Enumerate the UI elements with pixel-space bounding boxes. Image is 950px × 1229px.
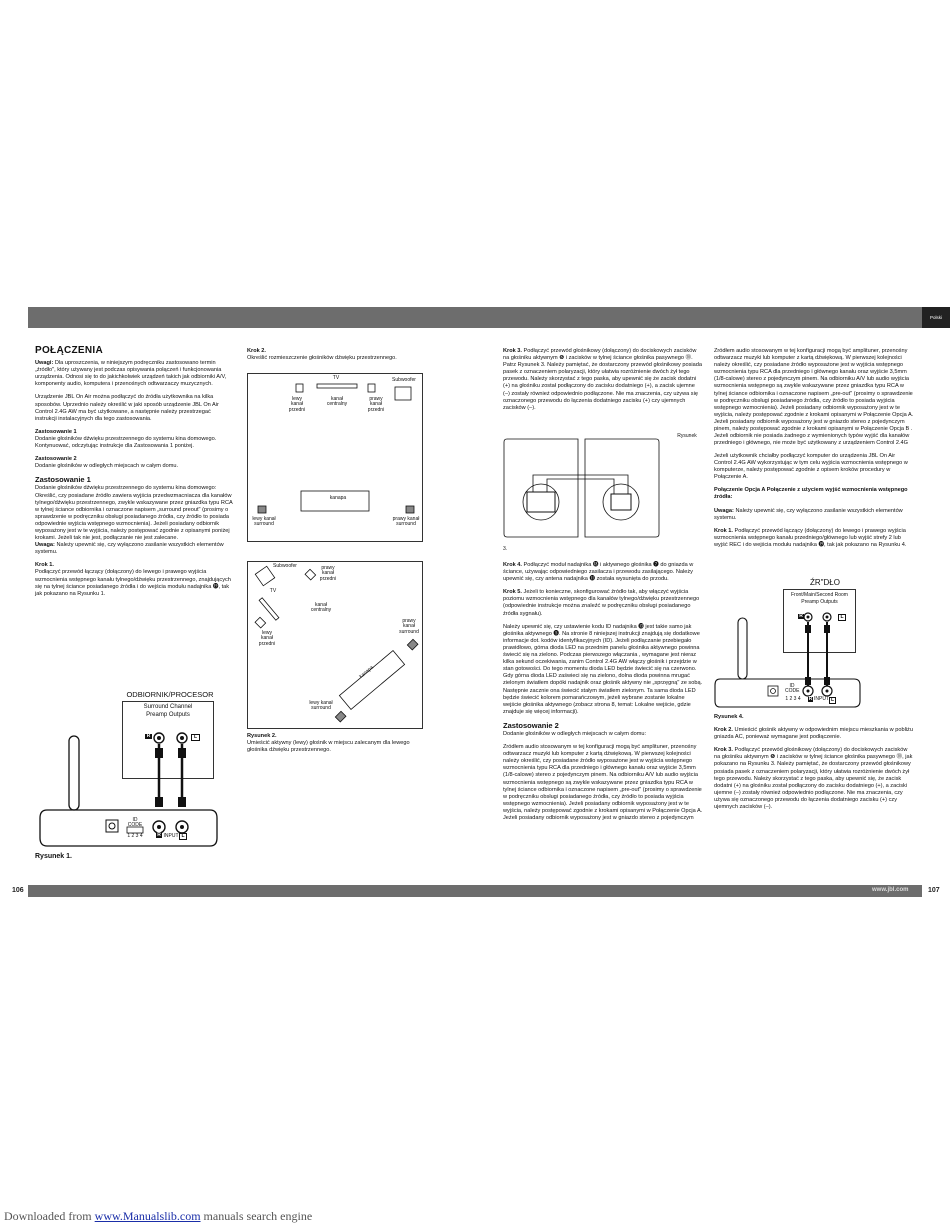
room2-front-left: lewy kanał przedni bbox=[258, 630, 276, 647]
room1-front-right: prawy kanał przedni bbox=[367, 396, 385, 413]
room1-surround-right: prawy kanał surround bbox=[392, 516, 420, 528]
header-band bbox=[28, 307, 922, 328]
language-tab: Polski bbox=[922, 307, 950, 328]
room1-tv: TV bbox=[332, 375, 340, 381]
z2-text: Dodanie głośników w odległych miejscach w całym domu. bbox=[35, 463, 179, 470]
app2-sub: Dodanie głośników w odległych miejscach w całym domu: bbox=[503, 730, 647, 737]
fig1-caption: Rysunek 1. bbox=[35, 853, 72, 860]
page-number-left: 106 bbox=[12, 887, 24, 894]
z1-title: Zastosowanie 1 bbox=[35, 428, 77, 435]
a-step2-title: Krok 2. bbox=[714, 727, 733, 734]
fig1-antenna bbox=[69, 736, 79, 810]
fig4-switch-numbers: 1 2 3 4 bbox=[785, 696, 801, 702]
option-a-title: Połączenie Opcja A Połączenie z użyciem wyjść wzmocnienia wstępnego źródła: bbox=[714, 487, 908, 501]
a-step3-title: Krok 3. bbox=[714, 747, 733, 754]
fig3-number: 3. bbox=[503, 546, 508, 552]
warn-text-right: Należy upewnić się, czy wyłączono zasilanie wszystkich elementów systemu. bbox=[714, 507, 903, 521]
app2-text-continued: Źródłem audio stosowanym w tej konfiguracji mogą być amplituner, przenośny odtwarzacz muzyki lub komputer z kartą dźwiękową. W pierwszej kolejności należy określić, czy posiadane źródło wyposażone jest w wyjścia wstępnego wzmocnienia typu RCA dla przedniego i głównego kanału oraz wyjście 3,5mm (1/8-calowe) stereo z pojedynczym pinem. Na odbiorniku A/V lub audio wyjścia wzmocnienia wstępnego są zwykle wskazywane przez gniazdka typu RCA w tylnej ściance odbiornika i oznaczone napisem „pre-out" (prosimy o sprawdzenie w podręczniku obsługi posiadanego źródła, czy źródło to posiada wyjścia wstępnego wzmocnienia). Jeżeli posiadany odbiornik wyposażony jest w te wyjścia, należy postępować zgodnie z krokami opisanymi w Połączenie Opcja A. Jeżeli posiadany odbiornik wyposażony jest w gniazdo stereo z pojedynczym pinem, należy postępować zgodnie z krokami opisanymi w Połączenie Opcja B . Jeżeli odbiornik nie posiada żadnego z wymienionych typów wyjść dla kanałów przedniego i głównego, nie może być użytkowany z urządzeniem Control 2.4G bbox=[714, 348, 914, 447]
app2-text: Źródłem audio stosowanym w tej konfiguracji mogą być amplituner, przenośny odtwarzacz muzyki lub komputer z kartą dźwiękową. W pierwszej kolejności należy określić, czy posiadane źródło wyposażone jest w wyjścia wstępnego wzmocnienia typu RCA dla przedniego i głównego kanału oraz wyjście 3,5mm (1/8-calowe) stereo z pojedynczym pinem. Na odbiorniku A/V lub audio wyjścia wzmocnienia wstępnego są zwykle wskazywane przez gniazdka typu RCA w tylnej ściance odbiornika i oznaczone napisem „pre-out" (prosimy o sprawdzenie w podręczniku obsługi posiadanego źródła, czy źródło to posiada wyjścia wstępnego wzmocnienia). Jeżeli posiadany odbiornik wyposażony jest w te wyjścia, należy postępować zgodnie z krokami opisanymi w Połączenie Opcja A. Jeżeli posiadany odbiornik wyposażony jest w gniazdo stereo z pojedynczym bbox=[503, 744, 703, 821]
room1-sofa: kanapa bbox=[329, 495, 347, 501]
intro-text: Dla uproszczenia, w niniejszym podręczniku zastosowano termin „źródło", który używany jest podczas opisywania połączeń i funkcjonowania urządzenia. Odnosi się to do jakichkolwiek urządzeń takich jak odbiorniki A/V, komponenty audio, komputera i przenośnych odtwarzaczy muzycznych. bbox=[35, 360, 227, 388]
left-column-2 bbox=[247, 348, 427, 368]
app2-heading: Zastosowanie 2 bbox=[503, 720, 559, 730]
fig4-input-label: INPUT bbox=[814, 696, 829, 702]
room2-tv: TV bbox=[269, 588, 277, 594]
footer-suffix: manuals search engine bbox=[200, 1209, 313, 1223]
fig4-l-input: L bbox=[830, 697, 835, 703]
a-step2-text: Umieścić głośnik aktywny w odpowiednim miejscu mieszkania w pobliżu gniazda AC, ponieważ wymagane jest podłączenie. bbox=[714, 727, 913, 741]
fig1-switch-numbers: 1 2 3 4 bbox=[127, 833, 143, 839]
fig1-r-label: R bbox=[146, 733, 151, 739]
room2-center: kanał centralny bbox=[310, 602, 332, 614]
fig2-text-block bbox=[247, 733, 427, 760]
fig4-r-input: R bbox=[808, 696, 813, 702]
fig1-id-label: ID bbox=[132, 817, 138, 823]
pc-paragraph: Jeżeli użytkownik chciałby podłączyć komputer do urządzenia JBL On Air Control 2.4G AW wykorzystując w tym celu wyjścia wzmocnienia wstępnego w komputerze, należy postępować zgodnie z opisem kroków procedury w Połączenie A. bbox=[714, 453, 908, 481]
fig4-r-label: R bbox=[799, 613, 803, 619]
site-url[interactable]: www.jbl.com bbox=[872, 887, 909, 893]
right-column-2 bbox=[714, 348, 914, 555]
led-paragraph: Należy upewnić się, czy ustawienie kodu ID nadajnika ⓭ jest takie samo jak głośnika aktywnego ❺. Na stronie 8 niniejszej instrukcji znajdują się dodatkowe informacje dot. kodów identyfikacyjnych (ID). Jeżeli podłączanie przebiegało prawidłowo, górna dioda LED na przednim panelu głośnika aktywnego powinna świecić się na zielono. Podczas pierwszego włączania , wymagane jest nieraz kilka sekund oczekiwania, zanim Control 2.4G AW włączy głośnik i przejdzie w stan gotowości. Do tego momentu dioda LED będzie świecić się na czerwono. Gdy górna dioda LED zaświeci się na zielono, dolna dioda powinna mrugać zielonym światłem dopóki nadajnik oraz głośnik aktywny nie „sprzęgną" ze sobą. Następnie zacznie ona świecić stałym światłem zielonym. Ta sama dioda LED będzie świecić kolorem pomarańczowym, jeżeli wybrane zostanie lokalne wejście głośnika aktywnego (zobacz strona 8, temat: Lokalne wejście, gdzie znajduje się więcej informacji). bbox=[503, 623, 703, 715]
left-column-1 bbox=[35, 347, 233, 604]
fig4-box-line2: Preamp Outputs bbox=[801, 599, 838, 605]
intro-label: Uwagi: bbox=[35, 360, 54, 367]
fig4-code-label: CODE bbox=[785, 688, 800, 694]
a-step1-title: Krok 1. bbox=[714, 527, 733, 534]
fig2-caption: Rysunek 2. bbox=[247, 733, 277, 739]
right-column-1b bbox=[503, 562, 703, 828]
manualslib-link[interactable]: www.Manualslib.com bbox=[94, 1209, 201, 1223]
room2-sofa: kanapa bbox=[358, 664, 375, 680]
room1-surround-left: lewy kanał surround bbox=[252, 516, 276, 528]
fig1-title: ODBIORNIK/PROCESOR bbox=[126, 690, 214, 699]
fig1-box-line2: Preamp Outputs bbox=[146, 712, 190, 718]
download-footer bbox=[4, 1209, 312, 1224]
room1-front-left: lewy kanał przedni bbox=[288, 396, 306, 413]
room2-surround-left: lewy kanał surround bbox=[309, 700, 333, 712]
fig1-l-input: L bbox=[179, 833, 187, 840]
fig4-title: ŹR"DŁO bbox=[810, 578, 840, 587]
room2-surround-right: prawy kanał surround bbox=[399, 618, 419, 635]
fig1-r-input: R bbox=[157, 832, 161, 838]
fig4-caption: Rysunek 4. bbox=[714, 714, 744, 720]
step4-title: Krok 4. bbox=[503, 562, 522, 568]
warn-label-right: Uwaga: bbox=[714, 507, 734, 514]
fig4-l-label: L bbox=[838, 614, 846, 621]
app1-heading: Zastosowanie 1 bbox=[35, 475, 91, 485]
a-step1-text: Podłączyć przewód łączący (dołączony) do lewego i prawego wyjścia wzmocnienia wstępnego kanału przedniego/głównego lub wyjść strefy 2 lub wyjść REC i do wejścia modułu nadajnika ⓳, tak jak pokazano na Rysunku 4. bbox=[714, 527, 907, 548]
room1-center: kanał centralny bbox=[326, 396, 348, 408]
fig4-box-line1: Front/Main/Second Room bbox=[791, 592, 848, 598]
step2-text: Określić rozmieszczenie głośników dźwięku przestrzennego. bbox=[247, 355, 397, 362]
step1-text: Podłączyć przewód łączący (dołączony) do lewego i prawego wyjścia wzmocnienia wstępnego kanału tylnego/dźwięku przestrzennego, znajdujących się na tylnej ściance posiadanego źródła i do wejścia modułu nadajnika ⓳, tak jak pokazano na Rysunku 1. bbox=[35, 569, 231, 597]
warn-text-left: Należy upewnić się, czy wyłączono zasilanie wszystkich elementów systemu. bbox=[35, 542, 224, 556]
right-column-1 bbox=[503, 348, 703, 418]
step5-text: Jeżeli to konieczne, skonfigurować źródło tak, aby włączyć wyjścia poziomu wzmocnienia wstępnego dla kanałów tylnego/dźwięku przestrzennego (odpowiednie instrukcje można znaleźć w podręczniku obsługi posiadanego źródła sygnału). bbox=[503, 589, 700, 617]
warn-label-left: Uwaga: bbox=[35, 542, 55, 549]
fig1-code-label: CODE bbox=[127, 822, 143, 828]
step4-text: Podłączyć moduł nadajnika ⓲ i aktywnego głośnika ❼ do gniazda w ściance, używając odpowiedniego zasilacza i przewodu zasilającego. Należy upewnić się, czy antena nadajnika ⓫ została wysunięta do przodu. bbox=[503, 562, 694, 583]
z2-title: Zastosowanie 2 bbox=[35, 456, 77, 463]
app1-text: Dodanie głośników dźwięku przestrzennego do systemu kina domowego: Określić, czy posiadane źródło zawiera wyjścia przedwzmacniacza dla kanałów tylnego/dźwięku przestrzennego, zwykle wskazywane przez gniazdka typu RCA w tylnej ściance odbiornika i oznaczone napisem „surround preout" (prosimy o sprawdzenie w podręczniku obsługi posiadanego źródła, czy źródło to posiada odpowiednie wyjścia wstępnego wzmocnienia). Jeżeli posiadany odbiornik wyposażony jest w te wyjścia, należy postępować zgodnie z opisanymi poniżej krokami. Jeżeli tak nie jest, podłączanie nie jest zalecane. bbox=[35, 485, 233, 542]
step1-title: Krok 1. bbox=[35, 562, 54, 569]
fig1-diagram bbox=[35, 700, 255, 870]
fig3-label: Rysunek bbox=[677, 433, 697, 439]
step3-title: Krok 3. bbox=[503, 348, 522, 354]
right-column-2b bbox=[714, 714, 914, 817]
room2-subwoofer: Subwoofer bbox=[273, 563, 297, 569]
step2-title: Krok 2. bbox=[247, 348, 266, 354]
fig4-id-label: ID bbox=[789, 683, 795, 689]
fig3-diagram bbox=[503, 437, 663, 542]
page-number-right: 107 bbox=[928, 887, 940, 894]
fig1-l-label: L bbox=[191, 734, 200, 741]
a-step3-text: Podłączyć przewód głośnikowy (dołączony) do dociskowych zacisków na głośniku aktywnym ❻ i zacisków w tylnej ściance głośnika pasywnego ⓾, jak pokazano na Rysunku 3. Należy pamiętać, że dostarczony przewód głośnikowy posiada pasek z oznaczeniem polaryzacji, który ułatwia rozróżnienie dwóch żył tego przewodu. Należy skorzystać z tego paska, aby upewnić się, że zacisk dodatni (+) na głośniku został podłączony do zacisku dodatniego (+), a zaciski ujemne (–) zostały również odpowiednio podłączone. Nie ma znaczenia, czy używa się oznaczonego przewodu do łączenia dodatniego zacisku (+) czy ujemnych zacisków (–). bbox=[714, 747, 913, 811]
room1-subwoofer: Subwoofer bbox=[392, 377, 416, 383]
z1-text: Dodanie głośników dźwięku przestrzennego do systemu kina domowego. Kontynuować, odczytując instrukcje dla Zastosowania 1 poniżej. bbox=[35, 435, 217, 450]
footer-band bbox=[28, 885, 922, 897]
footer-prefix: Downloaded from bbox=[4, 1209, 95, 1223]
fig1-box-line1: Surround Channel bbox=[143, 704, 193, 710]
page-title: POŁĄCZENIA bbox=[35, 345, 103, 356]
step5-title: Krok 5. bbox=[503, 589, 522, 596]
fig1-input-label: INPUT bbox=[163, 833, 179, 839]
paragraph-2: Urządzenie JBL On Air można podłączyć do źródła użytkownika na kilka sposobów. Uprzednio należy określić w jaki sposób urządzenie JBL On Air Control 2.4G AW ma być użytkowane, a następnie należy przestrzegać instrukcji instalacyjnych dla tego zastosowania. bbox=[35, 394, 219, 422]
room2-front-right: prawy kanał przedni bbox=[319, 565, 337, 582]
fig2-text: Umieścić aktywny (lewy) głośnik w miejscu zalecanym dla lewego głośnika dźwięku przestrzennego. bbox=[247, 740, 410, 754]
step3-text: Podłączyć przewód głośnikowy (dołączony) do dociskowych zacisków na głośniku aktywnym ❻ i zacisków w tylnej ściance głośnika pasywnego ⓾. Patrz Rysunek 3. Należy pamiętać, że dostarczony przewód głośnikowy posiada pasek z oznaczeniem polaryzacji, który ułatwia rozróżnienie dwóch żył tego przewodu. Należy skorzystać z tego paska, aby upewnić się że zacisk dodatni (+) na głośniku został podłączony do zacisku dodatniego (+), a zacisk ujemne (–) zostały również odpowiednio podłączone. Nie ma znaczenia, czy używa się oznaczonego przewodu do łączenia dodatniego zacisku (+) czy ujemnych zacisków (–). bbox=[503, 348, 702, 411]
